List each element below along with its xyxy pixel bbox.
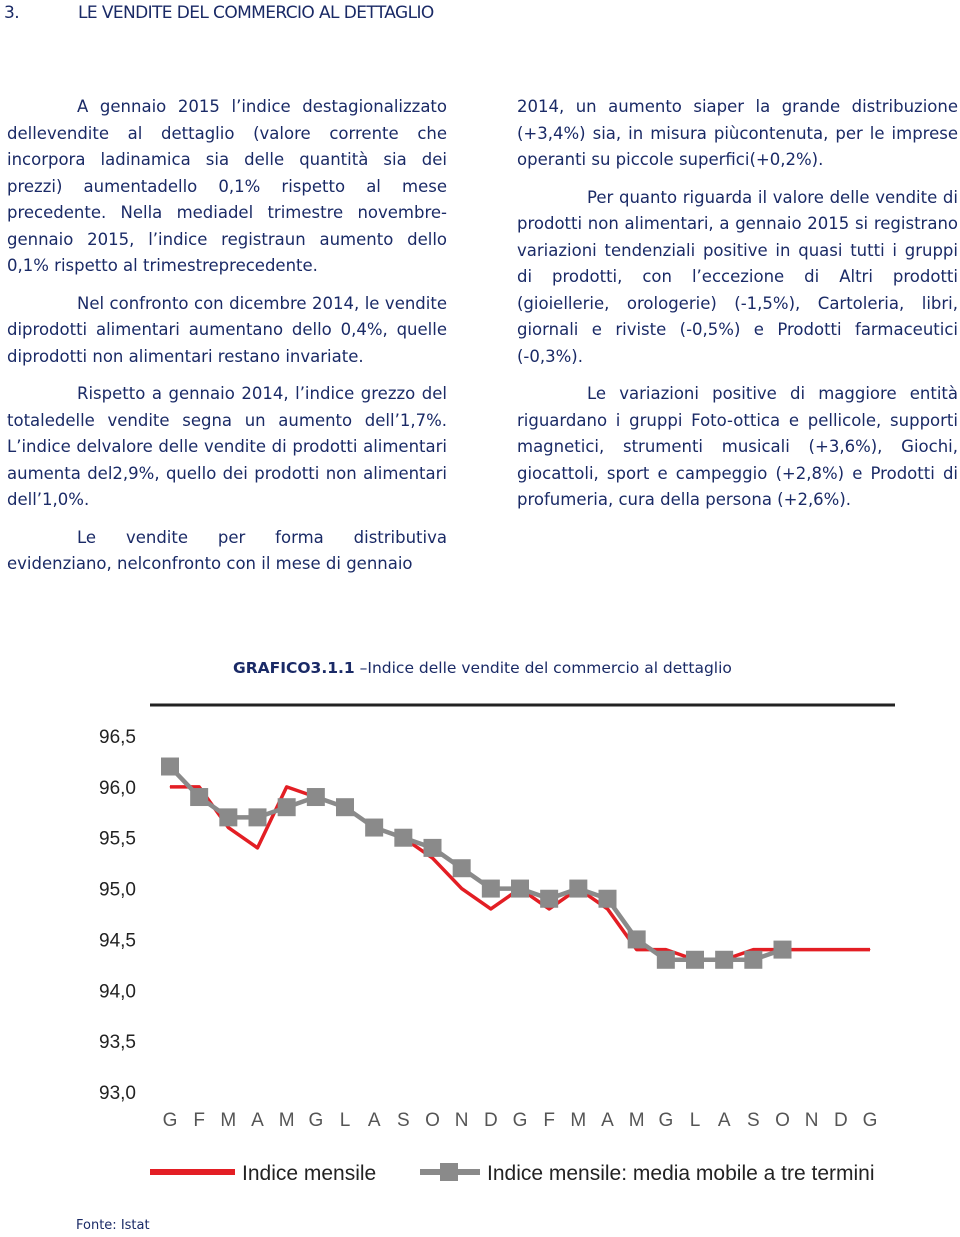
data-point-media-mobile — [511, 880, 529, 898]
data-point-media-mobile — [278, 798, 296, 816]
data-point-indice-mensile — [753, 949, 754, 950]
section-title: LE VENDITE DEL COMMERCIO AL DETTAGLIO — [78, 3, 434, 23]
data-point-indice-mensile — [228, 827, 229, 828]
data-point-media-mobile — [190, 788, 208, 806]
data-point-indice-mensile — [461, 888, 462, 889]
x-tick-label: A — [367, 1110, 381, 1131]
data-point-indice-mensile — [607, 908, 608, 909]
paragraph: Per quanto riguarda il valore delle vendite di prodotti non alimentari, a gennaio 2015 si registrano variazioni tendenziali positive in quasi tutti i gruppi di prodotti, con l’eccezione di Altri prodotti (gioiellerie, orologerie) (-1,5%), Cartoleria, libri, giornali e riviste (-0,5%) e Prodotti farmaceutici (-0,3%). — [517, 187, 958, 366]
data-point-indice-mensile — [199, 786, 200, 787]
data-point-indice-mensile — [286, 786, 287, 787]
x-tick-label: A — [251, 1110, 264, 1131]
data-point-media-mobile — [715, 951, 733, 969]
y-tick-label: 96,0 — [99, 777, 136, 799]
x-tick-label: S — [746, 1110, 760, 1131]
x-tick-label: G — [162, 1110, 178, 1131]
y-tick-label: 96,5 — [99, 727, 136, 748]
y-tick-label: 95,5 — [99, 828, 136, 850]
x-tick-label: O — [775, 1110, 790, 1131]
x-tick-label: L — [339, 1110, 351, 1131]
data-point-indice-mensile — [870, 949, 871, 950]
x-tick-label: N — [454, 1110, 469, 1131]
x-tick-label: M — [220, 1110, 237, 1131]
data-point-media-mobile — [424, 839, 442, 857]
data-point-indice-mensile — [170, 786, 171, 787]
x-tick-label: D — [833, 1110, 848, 1131]
left-column — [7, 94, 447, 589]
data-point-media-mobile — [336, 798, 354, 816]
chart-caption — [233, 659, 732, 677]
x-tick-label: M — [570, 1110, 587, 1131]
x-tick-label: G — [308, 1110, 324, 1131]
data-point-media-mobile — [569, 880, 587, 898]
x-tick-label: M — [278, 1110, 295, 1131]
data-point-indice-mensile — [636, 949, 637, 950]
data-point-media-mobile — [628, 930, 646, 948]
paragraph: Rispetto a gennaio 2014, l’indice grezzo del totaledelle vendite segna un aumento dell’1,7%. L’indice delvalore delle vendite di prodotti alimentari aumenta del2,9%, quello dei prodotti non alimentari dell’1,0%. — [7, 384, 447, 509]
paragraph: Le variazioni positive di maggiore entità riguardano i gruppi Foto-ottica e pellicole, supporti magnetici, strumenti musicali (+3,6%), Giochi, giocattoli, sport e campeggio (+2,8%) e Prodotti di profumeria, cura della persona (+2,6%). — [517, 384, 958, 509]
data-point-media-mobile — [774, 941, 792, 959]
data-point-indice-mensile — [432, 858, 433, 859]
legend-label-media-mobile: Indice mensile: media mobile a tre termini — [487, 1162, 875, 1185]
y-tick-label: 94,0 — [99, 981, 136, 1003]
caption-text: –Indice delle vendite del commercio al dettaglio — [354, 659, 732, 677]
data-point-media-mobile — [482, 880, 500, 898]
paragraph: 2014, un aumento siaper la grande distribuzione (+3,4%) sia, in misura piùcontenuta, per le imprese operanti su piccole superfici(+0,2%). — [517, 97, 958, 169]
x-tick-label: N — [804, 1110, 819, 1131]
paragraph: Le vendite per forma distributiva evidenziano, nelconfronto con il mese di gennaio — [7, 527, 447, 573]
data-point-media-mobile — [453, 859, 471, 877]
data-point-indice-mensile — [811, 949, 812, 950]
data-point-media-mobile — [394, 829, 412, 847]
data-point-media-mobile — [657, 951, 675, 969]
y-tick-label: 93,0 — [99, 1083, 136, 1104]
data-point-indice-mensile — [490, 908, 491, 909]
data-point-media-mobile — [219, 808, 237, 826]
caption-label: GRAFICO3.1.1 — [233, 659, 355, 677]
series-line-media-mobile — [170, 767, 783, 960]
y-tick-label: 95,0 — [99, 879, 136, 901]
x-tick-label: G — [658, 1110, 674, 1131]
x-tick-label: M — [628, 1110, 645, 1131]
data-point-media-mobile — [540, 890, 558, 908]
data-point-media-mobile — [161, 758, 179, 776]
section-number: 3. — [4, 3, 20, 23]
data-point-media-mobile — [744, 951, 762, 969]
x-tick-label: G — [862, 1110, 878, 1131]
source-note: Fonte: Istat — [76, 1218, 150, 1233]
x-tick-label: L — [689, 1110, 701, 1131]
x-tick-label: G — [512, 1110, 528, 1131]
legend-marker-media-mobile — [440, 1163, 458, 1181]
data-point-indice-mensile — [665, 949, 666, 950]
paragraph: Nel confronto con dicembre 2014, le vendite diprodotti alimentari aumentano dello 0,4%, quelle diprodotti non alimentari restano invariate. — [7, 293, 447, 366]
data-point-media-mobile — [686, 951, 704, 969]
data-point-media-mobile — [365, 819, 383, 837]
x-tick-label: D — [483, 1110, 498, 1131]
data-point-media-mobile — [307, 788, 325, 806]
data-point-indice-mensile — [257, 847, 258, 848]
x-tick-label: F — [543, 1110, 555, 1131]
x-tick-label: O — [425, 1110, 440, 1131]
x-tick-label: A — [717, 1110, 731, 1131]
legend-label-indice-mensile: Indice mensile — [242, 1162, 377, 1185]
x-tick-label: S — [396, 1110, 410, 1131]
line-chart — [90, 700, 900, 1200]
data-point-media-mobile — [599, 890, 617, 908]
y-tick-label: 94,5 — [99, 930, 136, 952]
data-point-media-mobile — [249, 808, 267, 826]
x-tick-label: F — [193, 1110, 205, 1131]
data-point-indice-mensile — [840, 949, 841, 950]
right-column — [517, 94, 958, 525]
data-point-indice-mensile — [549, 908, 550, 909]
x-tick-label: A — [601, 1110, 614, 1131]
paragraph: A gennaio 2015 l’indice destagionalizzato dellevendite al dettaglio (valore corrente che incorpora ladinamica sia delle quantità sia dei prezzi) aumentadello 0,1% rispetto al mese precedente. Nella mediadel trimestre novembre-gennaio 2015, l’indice registraun aumento dello 0,1% rispetto al trimestreprecedente. — [7, 97, 447, 275]
y-tick-label: 93,5 — [99, 1032, 136, 1054]
